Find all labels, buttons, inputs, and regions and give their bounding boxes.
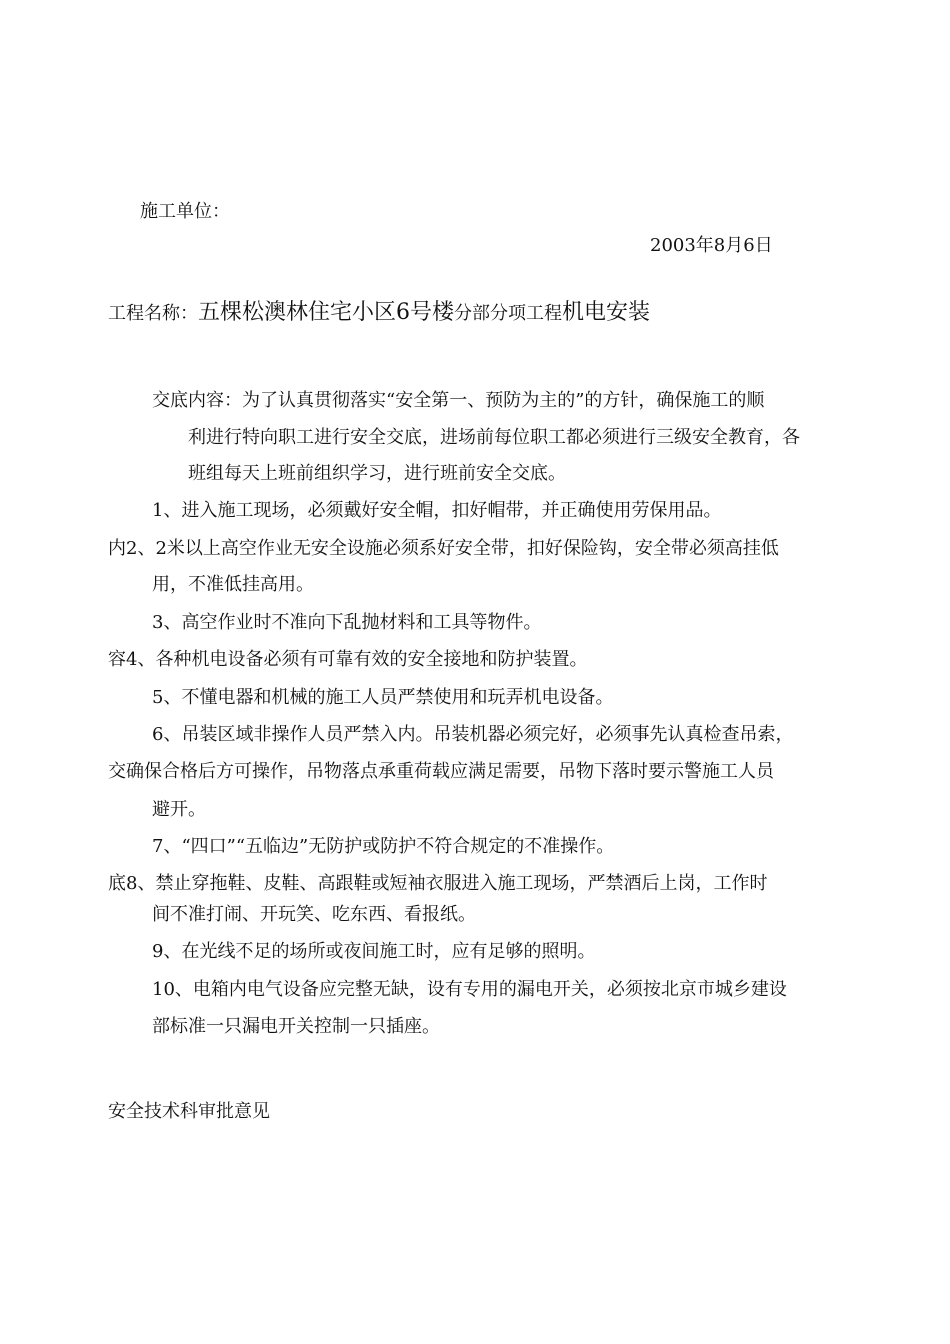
approval-label: 安全技术科审批意见 (108, 1101, 270, 1122)
project-label: 工程名称： (108, 303, 198, 324)
item-9: 9、在光线不足的场所或夜间施工时，应有足够的照明。 (152, 941, 596, 962)
project-type: 机电安装 (562, 300, 651, 325)
item-line: 用，不准低挂高用。 (152, 574, 314, 595)
item-line: 避开。 (152, 799, 206, 820)
item-3: 3、高空作业时不准向下乱抛材料和工具等物件。 (152, 612, 542, 633)
construction-unit-label: 施工单位： (140, 201, 230, 222)
item-7: 7、“四口”“五临边”无防护或防护不符合规定的不准操作。 (152, 836, 615, 857)
item-1: 1、进入施工现场，必须戴好安全帽，扣好帽带，并正确使用劳保用品。 (152, 500, 722, 521)
item-4: 容4、各种机电设备必须有可靠有效的安全接地和防护装置。 (108, 649, 588, 670)
intro-line: 交底内容：为了认真贯彻落实“安全第一、预防为主的”的方针，确保施工的顺 (152, 390, 765, 411)
intro-line: 利进行特向职工进行安全交底，进场前每位职工都必须进行三级安全教育，各 (188, 427, 800, 448)
item-line: 部标准一只漏电开关控制一只插座。 (152, 1016, 440, 1037)
item-line: 底8、禁止穿拖鞋、皮鞋、高跟鞋或短袖衣服进入施工现场，严禁酒后上岗，工作时 (108, 873, 768, 894)
intro-line: 班组每天上班前组织学习，进行班前安全交底。 (188, 463, 566, 484)
project-name: 五棵松澳林住宅小区6号楼 (198, 300, 454, 325)
item-line: 内2、2米以上高空作业无安全设施必须系好安全带，扣好保险钩，安全带必须高挂低 (108, 538, 779, 559)
project-sub-label: 分部分项工程 (454, 303, 562, 324)
item-line: 6、吊装区域非操作人员严禁入内。吊装机器必须完好，必须事先认真检查吊索， (152, 724, 794, 745)
item-line: 10、电箱内电气设备应完整无缺，设有专用的漏电开关，必须按北京市城乡建设 (152, 979, 787, 1000)
item-5: 5、不懂电器和机械的施工人员严禁使用和玩弄机电设备。 (152, 687, 614, 708)
project-title (108, 298, 650, 329)
document-date: 2003年8月6日 (650, 235, 773, 256)
item-line: 间不准打闹、开玩笑、吃东西、看报纸。 (152, 904, 476, 925)
item-line: 交确保合格后方可操作，吊物落点承重荷载应满足需要，吊物下落时要示警施工人员 (108, 761, 774, 782)
